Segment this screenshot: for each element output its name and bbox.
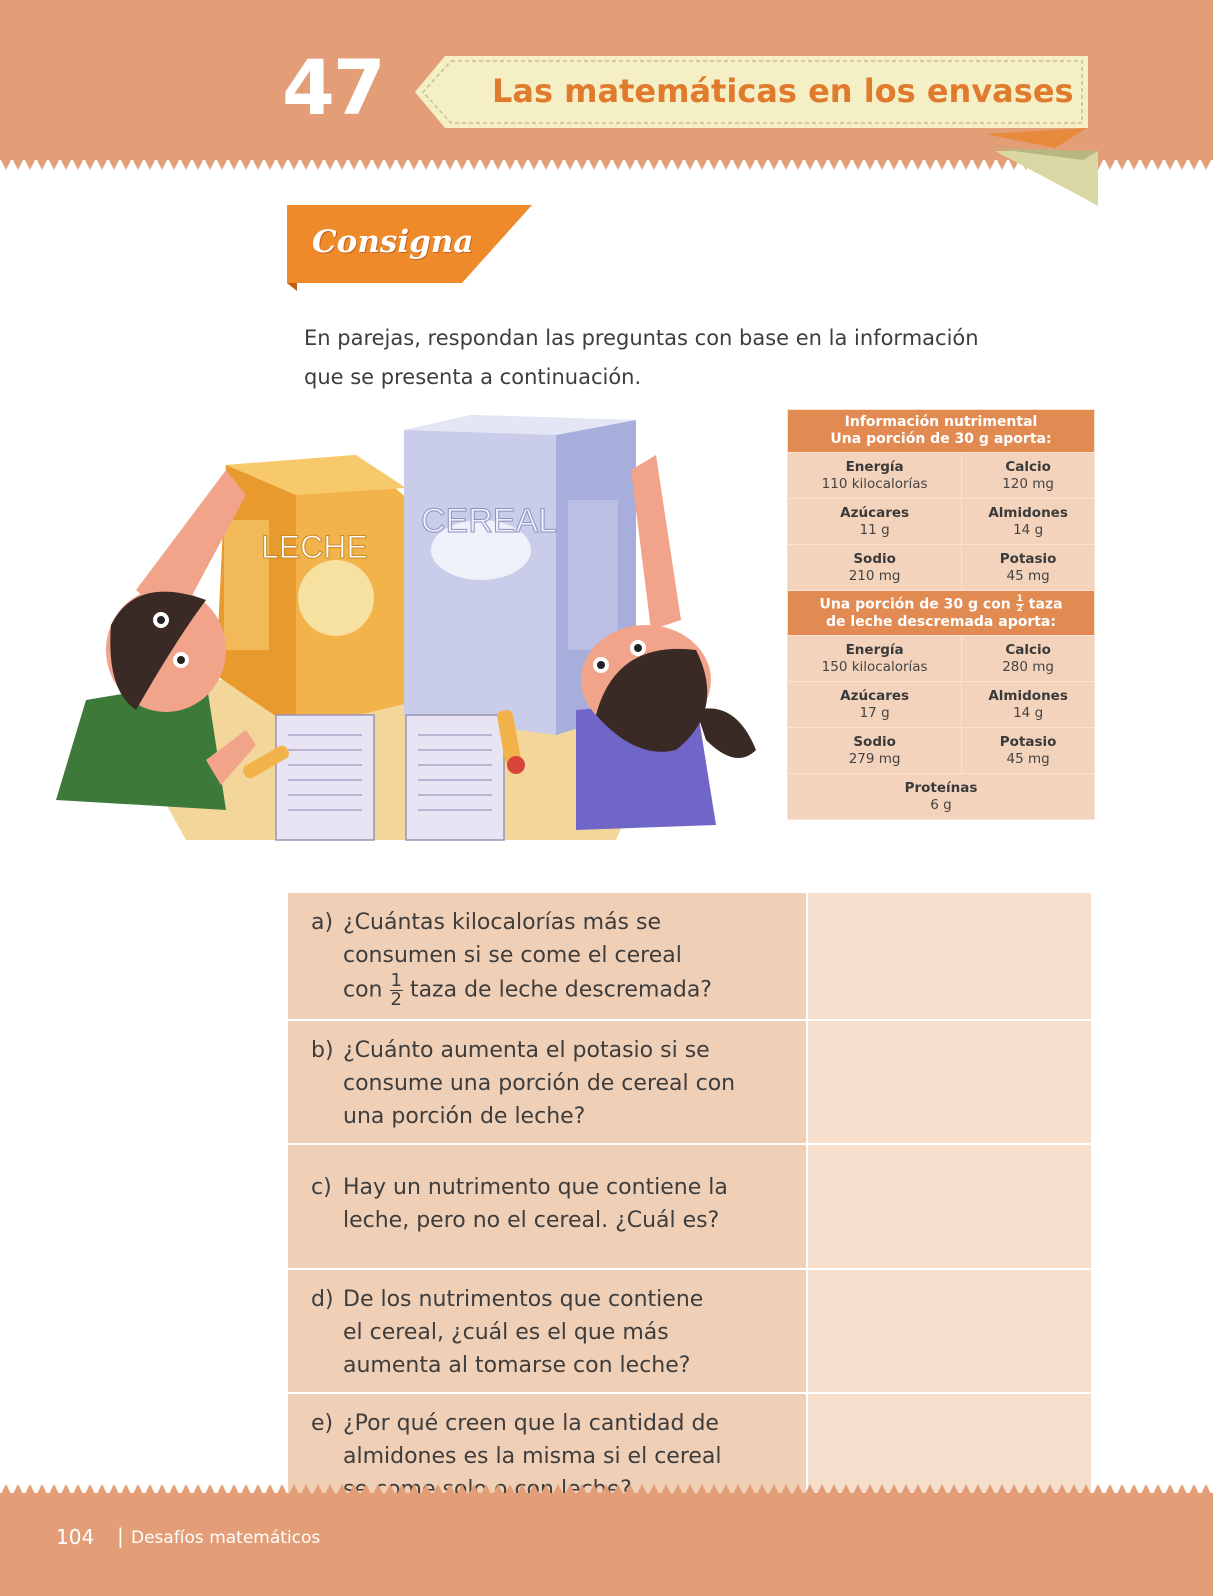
question-line: consume una porción de cereal con: [343, 1071, 736, 1096]
question-line: una porción de leche?: [343, 1104, 586, 1129]
nutrient-cell: [788, 453, 962, 499]
nutrition-header-1: [788, 410, 1095, 453]
question-line-post: taza de leche descremada?: [409, 977, 712, 1003]
nutrition-table: [787, 409, 1095, 820]
nutrition-header-1-line-1: Información nutrimental: [844, 414, 1038, 430]
lesson-title: Las matemáticas en los envases: [492, 72, 1074, 110]
nutrient-name: Potasio: [999, 550, 1057, 567]
milk-box-label: LECHE: [261, 529, 368, 565]
nutrient-cell: [962, 682, 1095, 728]
nutrient-name: Sodio: [853, 550, 896, 567]
nutrient-value: 17 g: [859, 704, 890, 721]
answer-cell-a[interactable]: [807, 893, 1091, 1020]
question-letter: e): [311, 1411, 334, 1436]
question-row-c: [288, 1144, 1091, 1269]
question-line: almidones es la misma si el cereal: [343, 1444, 722, 1469]
question-text: [288, 1020, 807, 1144]
nutrient-cell: [962, 499, 1095, 545]
nutrient-name: Almidones: [988, 687, 1068, 704]
nutrient-value: 6 g: [930, 796, 952, 813]
nutrient-value: 14 g: [1013, 704, 1044, 721]
fraction-denominator: 2: [390, 989, 402, 1010]
nutrient-value: 279 mg: [848, 750, 901, 767]
nutrient-cell-proteins: [788, 774, 1095, 820]
question-line: ¿Por qué creen que la cantidad de: [343, 1411, 719, 1436]
book-title: Desafíos matemáticos: [131, 1528, 321, 1548]
nutrition-header-2-line-2: de leche descremada aporta:: [826, 614, 1056, 630]
nutrition-header-2: [788, 591, 1095, 636]
nutrient-cell: [788, 545, 962, 591]
question-row-a: [288, 893, 1091, 1020]
nutrient-cell: [962, 545, 1095, 591]
question-row-d: [288, 1269, 1091, 1393]
nutrient-cell: [962, 636, 1095, 682]
nutrient-value: 45 mg: [1006, 567, 1050, 584]
question-line: leche, pero no el cereal. ¿Cuál es?: [343, 1208, 720, 1233]
fraction-denominator: 2: [1016, 604, 1023, 614]
question-line: Hay un nutrimento que contiene la: [343, 1175, 728, 1200]
nutrient-cell: [962, 453, 1095, 499]
answer-cell-c[interactable]: [807, 1144, 1091, 1269]
questions-table: [288, 893, 1091, 1518]
question-letter: b): [311, 1038, 334, 1063]
question-line-fraction: [311, 972, 798, 1009]
question-line-pre: con: [343, 977, 383, 1003]
nutrient-name: Energía: [845, 458, 904, 475]
nutrient-cell: [788, 682, 962, 728]
question-line: ¿Cuántas kilocalorías más se: [343, 910, 662, 935]
children-boxes-illustration: [56, 410, 776, 855]
lesson-number: 47: [282, 43, 384, 132]
nutrient-name: Almidones: [988, 504, 1068, 521]
milk-box: [216, 455, 421, 730]
nutrient-value: 120 mg: [1002, 475, 1054, 492]
nutrient-name: Proteínas: [904, 779, 978, 796]
question-line: el cereal, ¿cuál es el que más: [343, 1320, 669, 1345]
question-letter: c): [311, 1175, 332, 1200]
nutrient-name: Azúcares: [840, 687, 910, 704]
question-text: [288, 1269, 807, 1393]
nutrient-name: Calcio: [1005, 458, 1051, 475]
question-row-b: [288, 1020, 1091, 1144]
footer-separator: |: [117, 1524, 124, 1548]
nutrient-name: Energía: [845, 641, 904, 658]
nutrient-value: 210 mg: [848, 567, 901, 584]
nutrition-header-2-line-1: [790, 595, 1092, 614]
question-line: consumen si se come el cereal: [343, 943, 682, 968]
fraction-numerator: 1: [1016, 594, 1023, 604]
header-2-text: Una porción de 30 g con: [819, 596, 1011, 613]
nutrient-name: Potasio: [999, 733, 1057, 750]
intro-line-1: En parejas, respondan las preguntas con base en la información: [304, 326, 979, 350]
nutrient-value: 14 g: [1013, 521, 1044, 538]
answer-cell-b[interactable]: [807, 1020, 1091, 1144]
half-fraction: [390, 972, 403, 1009]
question-line: aumenta al tomarse con leche?: [343, 1353, 691, 1378]
nutrient-name: Azúcares: [840, 504, 910, 521]
nutrient-cell: [788, 728, 962, 774]
question-line: ¿Cuánto aumenta el potasio si se: [343, 1038, 710, 1063]
nutrient-name: Calcio: [1005, 641, 1051, 658]
nutrient-cell: [962, 728, 1095, 774]
nutrient-value: 110 kilocalorías: [821, 475, 928, 492]
header-2-text-end: taza: [1028, 596, 1063, 613]
nutrient-cell: [788, 499, 962, 545]
half-fraction: [1016, 595, 1024, 614]
question-letter: d): [311, 1287, 334, 1312]
page-number: 104: [56, 1525, 95, 1549]
nutrient-name: Sodio: [853, 733, 896, 750]
consigna-label: Consigna: [312, 224, 474, 260]
question-text: [288, 893, 807, 1020]
nutrient-value: 45 mg: [1006, 750, 1050, 767]
fraction-numerator: 1: [390, 970, 402, 991]
nutrient-value: 150 kilocalorías: [821, 658, 928, 675]
nutrient-value: 11 g: [859, 521, 890, 538]
nutrient-value: 280 mg: [1002, 658, 1054, 675]
answer-cell-d[interactable]: [807, 1269, 1091, 1393]
nutrition-header-1-line-2: Una porción de 30 g aporta:: [830, 431, 1052, 447]
question-text: [288, 1144, 807, 1269]
intro-text: [304, 319, 1104, 397]
intro-line-2: que se presenta a continuación.: [304, 365, 642, 389]
question-line: De los nutrimentos que contiene: [343, 1287, 704, 1312]
nutrient-cell: [788, 636, 962, 682]
question-letter: a): [311, 910, 334, 935]
cereal-box-label: CEREAL: [421, 502, 558, 540]
